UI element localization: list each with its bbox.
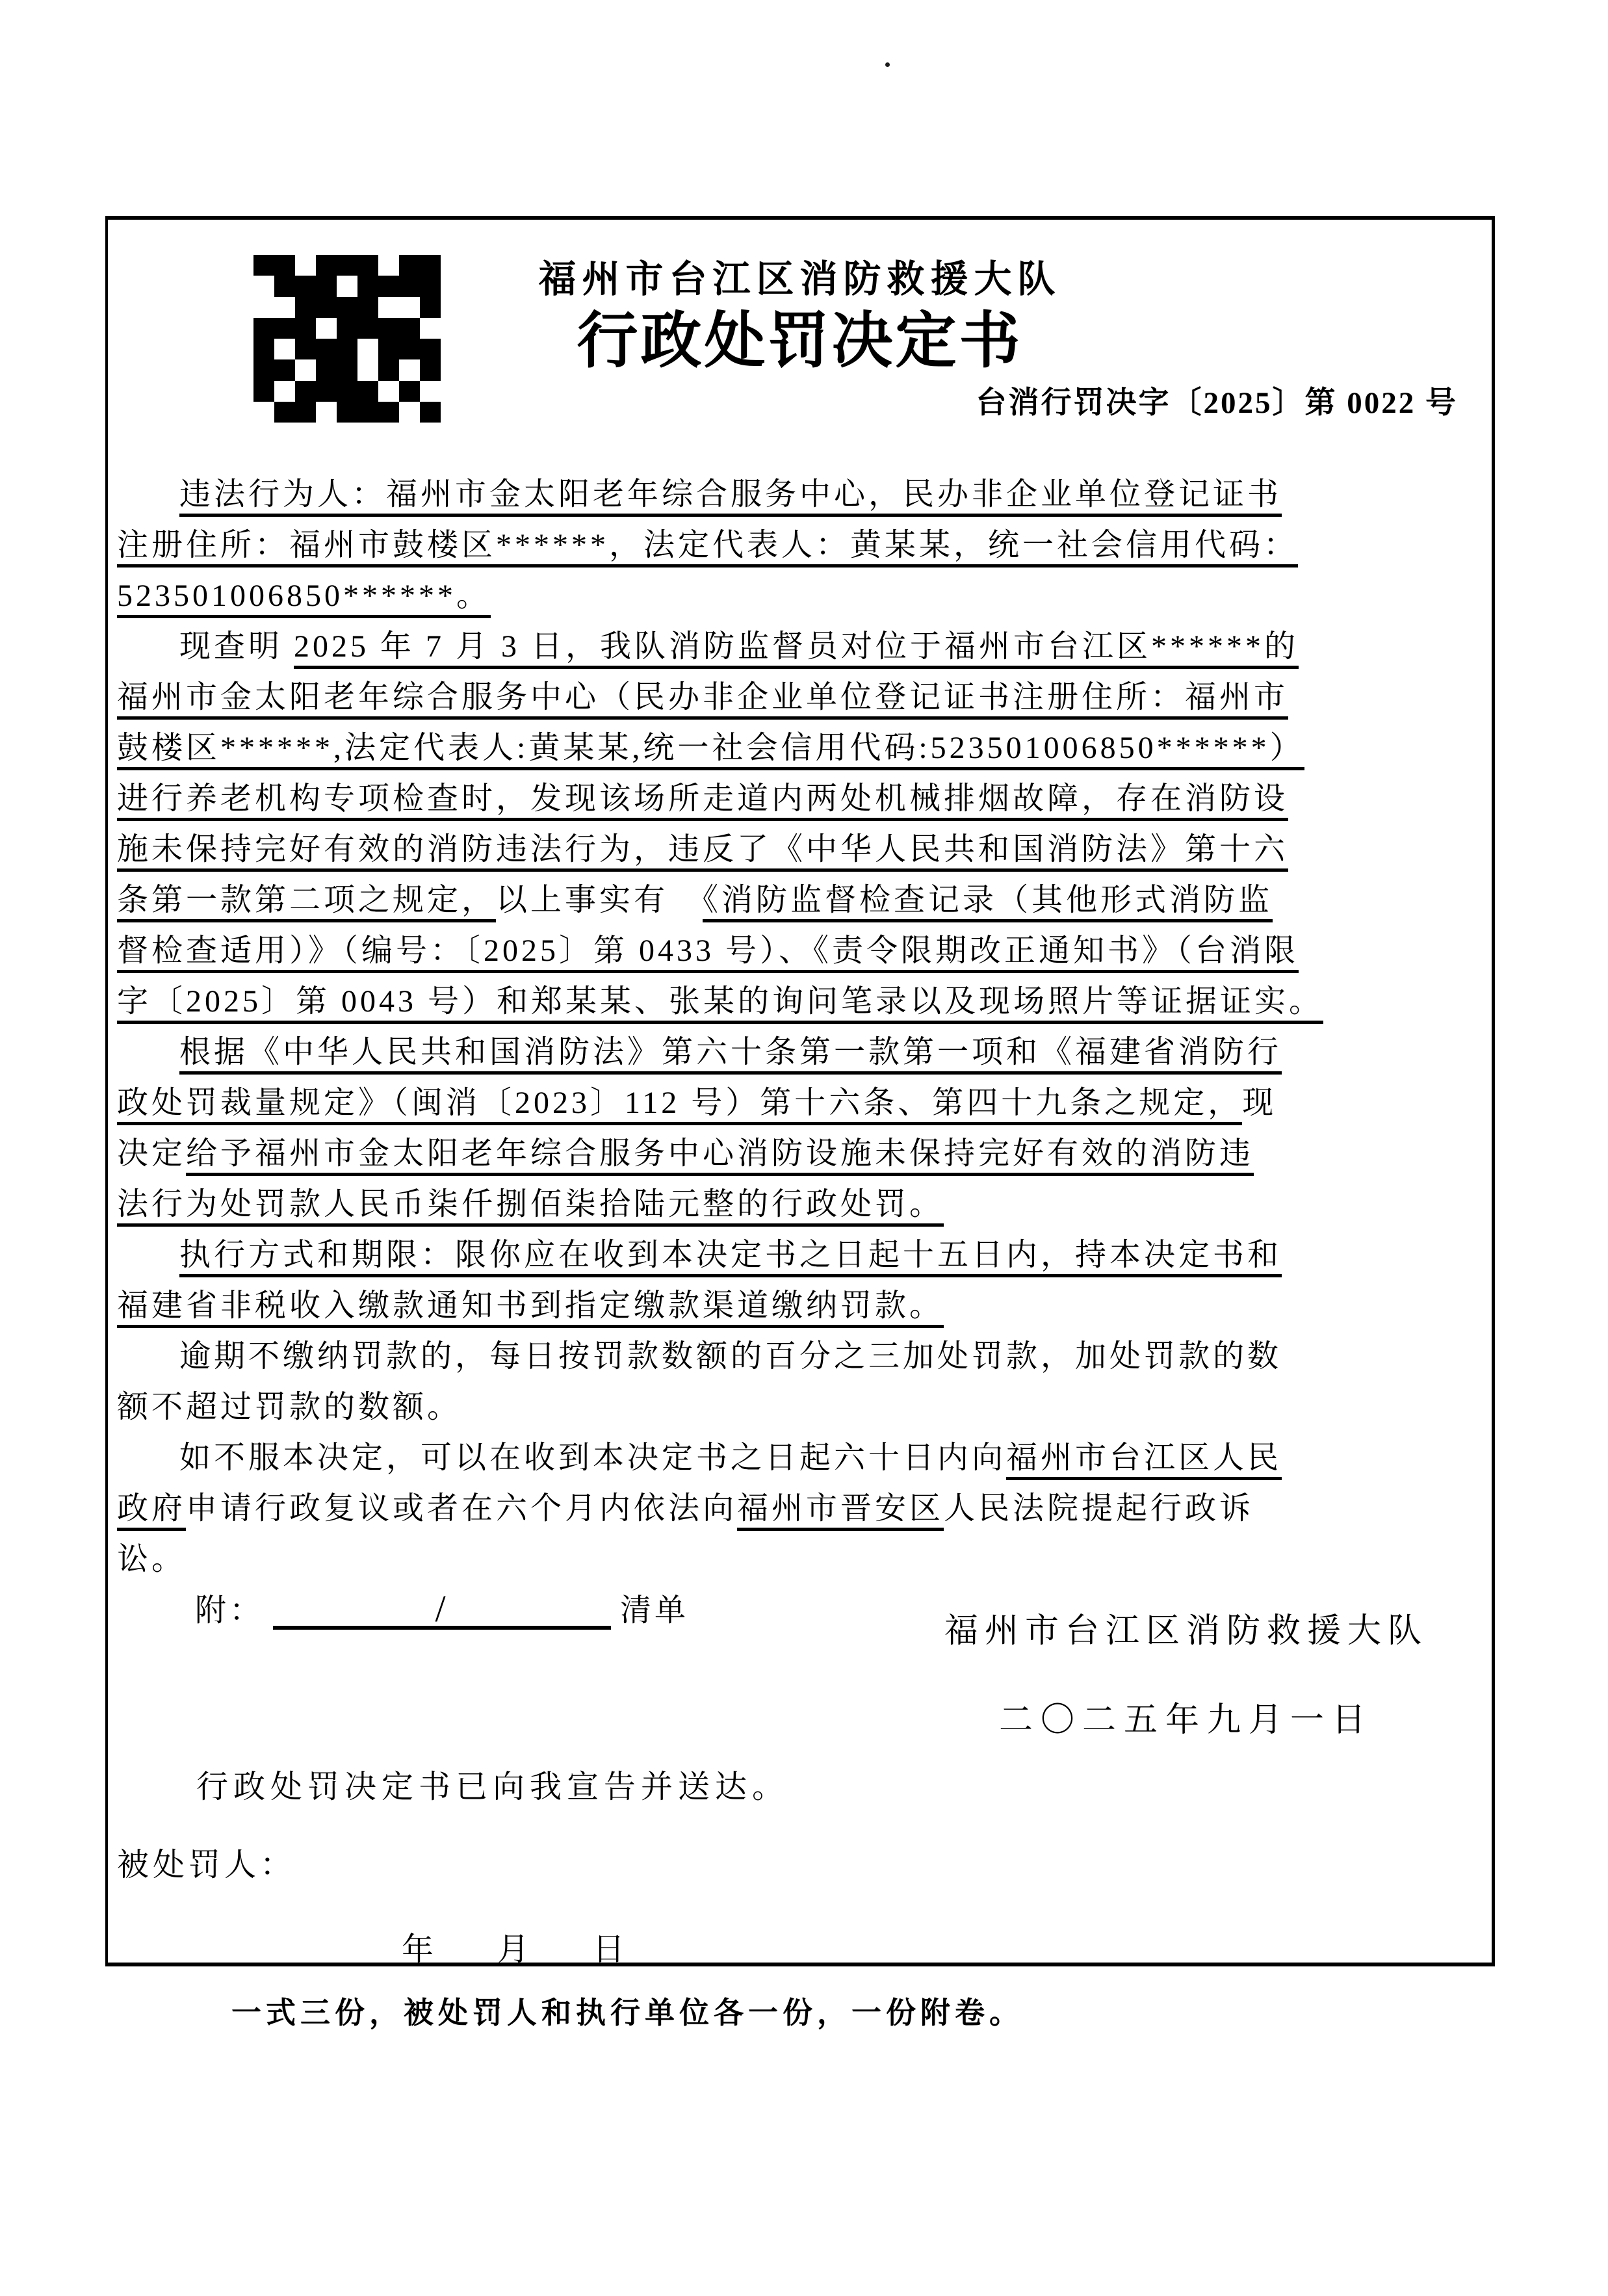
template-text: 额不超过罚款的数额。: [117, 1390, 462, 1424]
filled-underlined-text: 注册住所：福州市鼓楼区******，法定代表人：黄某某，统一社会信用代码：: [117, 528, 1298, 567]
qr-mosaic-cell: [399, 381, 420, 402]
qr-mosaic-cell: [399, 402, 420, 423]
body-line: [117, 1433, 1486, 1483]
template-text: 以上事实有: [496, 883, 703, 917]
filled-underlined-text: 福州市晋安区: [737, 1491, 944, 1531]
filled-underlined-text: 督检查适用）》（编号：〔2025〕第 0433 号）、《责令限期改正通知书》（台消限: [117, 933, 1299, 973]
qr-mosaic-cell: [337, 402, 357, 423]
qr-mosaic-cell: [337, 381, 357, 402]
filled-underlined-text: 执行方式和期限：限你应在收到本决定书之日起十五日内，持本决定书和: [179, 1238, 1282, 1277]
template-text: 申请行政复议或者在六个月内依法向: [186, 1491, 738, 1526]
filled-underlined-text: 福州市台江区人民: [1006, 1441, 1282, 1480]
qr-mosaic-cell: [274, 381, 295, 402]
body-line: [117, 723, 1486, 774]
qr-mosaic-cell: [316, 402, 337, 423]
attachment-label: 附：: [195, 1593, 265, 1628]
body-line: [117, 672, 1486, 723]
scan-speck-dot: [885, 62, 890, 67]
body-line: [117, 1382, 1486, 1433]
qr-mosaic-cell: [316, 381, 337, 402]
filled-underlined-text: 2025 年 7 月 3 日，我队消防监督员对位于福州市台江区******的: [294, 629, 1299, 669]
qr-mosaic-cell: [295, 402, 316, 423]
qr-mosaic-cell: [295, 381, 316, 402]
qr-mosaic-cell: [253, 381, 274, 402]
body-line: [117, 926, 1486, 976]
filled-underlined-text: 违法行为人：福州市金太阳老年综合服务中心，民办非企业单位登记证书: [179, 477, 1282, 517]
template-text: 如不服本决定，可以在收到本决定书之日起六十日内向: [179, 1441, 1007, 1475]
document-body: [117, 469, 1486, 1585]
body-line: [117, 1179, 1486, 1230]
body-line: [117, 1027, 1486, 1078]
template-text: 决定: [117, 1136, 187, 1171]
filled-underlined-text: 字〔2025〕第 0043 号）和郑某某、张某的询问笔录以及现场照片等证据证实。: [117, 984, 1323, 1024]
body-line: [117, 621, 1486, 672]
body-line: [117, 774, 1486, 824]
filled-underlined-text: 政处罚裁量规定》（闽消〔2023〕112 号）第十六条、第四十九条之规定，: [117, 1086, 1242, 1125]
body-line: [117, 1281, 1486, 1331]
filled-underlined-text: 《消防监督检查记录（其他形式消防监: [703, 883, 1273, 922]
template-text: 人民法院提起行政诉: [944, 1491, 1254, 1526]
qr-mosaic-cell: [274, 402, 295, 423]
filled-underlined-text: 施未保持完好有效的消防违法行为，违反了《中华人民共和国消防法》第十六: [117, 832, 1288, 872]
filled-underlined-text: 给予福州市金太阳老年综合服务中心消防设施未保持完好有效的消防违: [186, 1136, 1254, 1176]
filled-underlined-text: 法行为处罚款人民币柒仟捌佰柒拾陆元整的行政处罚。: [117, 1187, 944, 1227]
document-number: 台消行罚决字〔2025〕第 0022 号: [976, 386, 1458, 420]
template-text: 现查明: [179, 629, 294, 664]
filled-underlined-text: 鼓楼区******,法定代表人:黄某某,统一社会信用代码:523501006850******）: [117, 731, 1304, 770]
document-title: 行政处罚决定书: [577, 307, 1023, 375]
signature-date: 二〇二五年九月一日: [998, 1702, 1373, 1739]
body-line: [117, 520, 1486, 571]
delivery-statement: 行政处罚决定书已向我宣告并送达。: [196, 1769, 790, 1805]
distribution-note: 一式三份，被处罚人和执行单位各一份，一份附卷。: [231, 1996, 1024, 2029]
filled-underlined-text: 福建省非税收入缴款通知书到指定缴款渠道缴纳罚款。: [117, 1288, 944, 1328]
punished-party-label: 被处罚人：: [117, 1847, 296, 1883]
body-line: [117, 1331, 1486, 1382]
filled-underlined-text: 进行养老机构专项检查时，发现该场所走道内两处机械排烟故障，存在消防设: [117, 781, 1288, 821]
filled-underlined-text: 条第一款第二项之规定，: [117, 883, 496, 922]
issuing-authority-header: 福州市台江区消防救援大队: [538, 258, 1061, 300]
qr-mosaic-cell: [420, 381, 441, 402]
qr-mosaic-cell: [357, 381, 378, 402]
body-line: [117, 1128, 1486, 1179]
filled-underlined-text: 523501006850******。: [117, 579, 491, 618]
qr-mosaic-cell: [420, 402, 441, 423]
qr-mosaic-cell: [378, 381, 399, 402]
body-line: [117, 1534, 1486, 1585]
filled-underlined-text: 根据《中华人民共和国消防法》第六十条第一款第一项和《福建省消防行: [179, 1035, 1282, 1075]
qr-mosaic-cell: [378, 402, 399, 423]
template-text: 讼。: [117, 1542, 187, 1576]
attachment-blank-field: /: [273, 1587, 611, 1630]
filled-underlined-text: 政府: [117, 1491, 186, 1531]
filled-underlined-text: 福州市金太阳老年综合服务中心（民办非企业单位登记证书注册住所：福州市: [117, 680, 1288, 720]
body-line: [117, 976, 1486, 1027]
qr-mosaic-cell: [357, 402, 378, 423]
document-border-box: [105, 216, 1495, 1966]
body-line: [117, 469, 1486, 520]
body-line: [117, 1078, 1486, 1128]
attachment-suffix: 清单: [620, 1593, 690, 1628]
body-line: [117, 875, 1486, 926]
body-line: [117, 571, 1486, 621]
attachment-line: [117, 1585, 689, 1630]
template-text: 现: [1242, 1086, 1277, 1120]
signature-authority: 福州市台江区消防救援大队: [944, 1613, 1428, 1650]
body-line: [117, 1483, 1486, 1534]
template-text: 逾期不缴纳罚款的，每日按罚款数额的百分之三加处罚款，加处罚款的数: [179, 1339, 1282, 1374]
blank-date-line: 年 月 日: [402, 1931, 625, 1967]
body-line: [117, 1230, 1486, 1281]
signature-block: [944, 1603, 1428, 1741]
body-line: [117, 824, 1486, 875]
qr-mosaic-cell: [253, 402, 274, 423]
